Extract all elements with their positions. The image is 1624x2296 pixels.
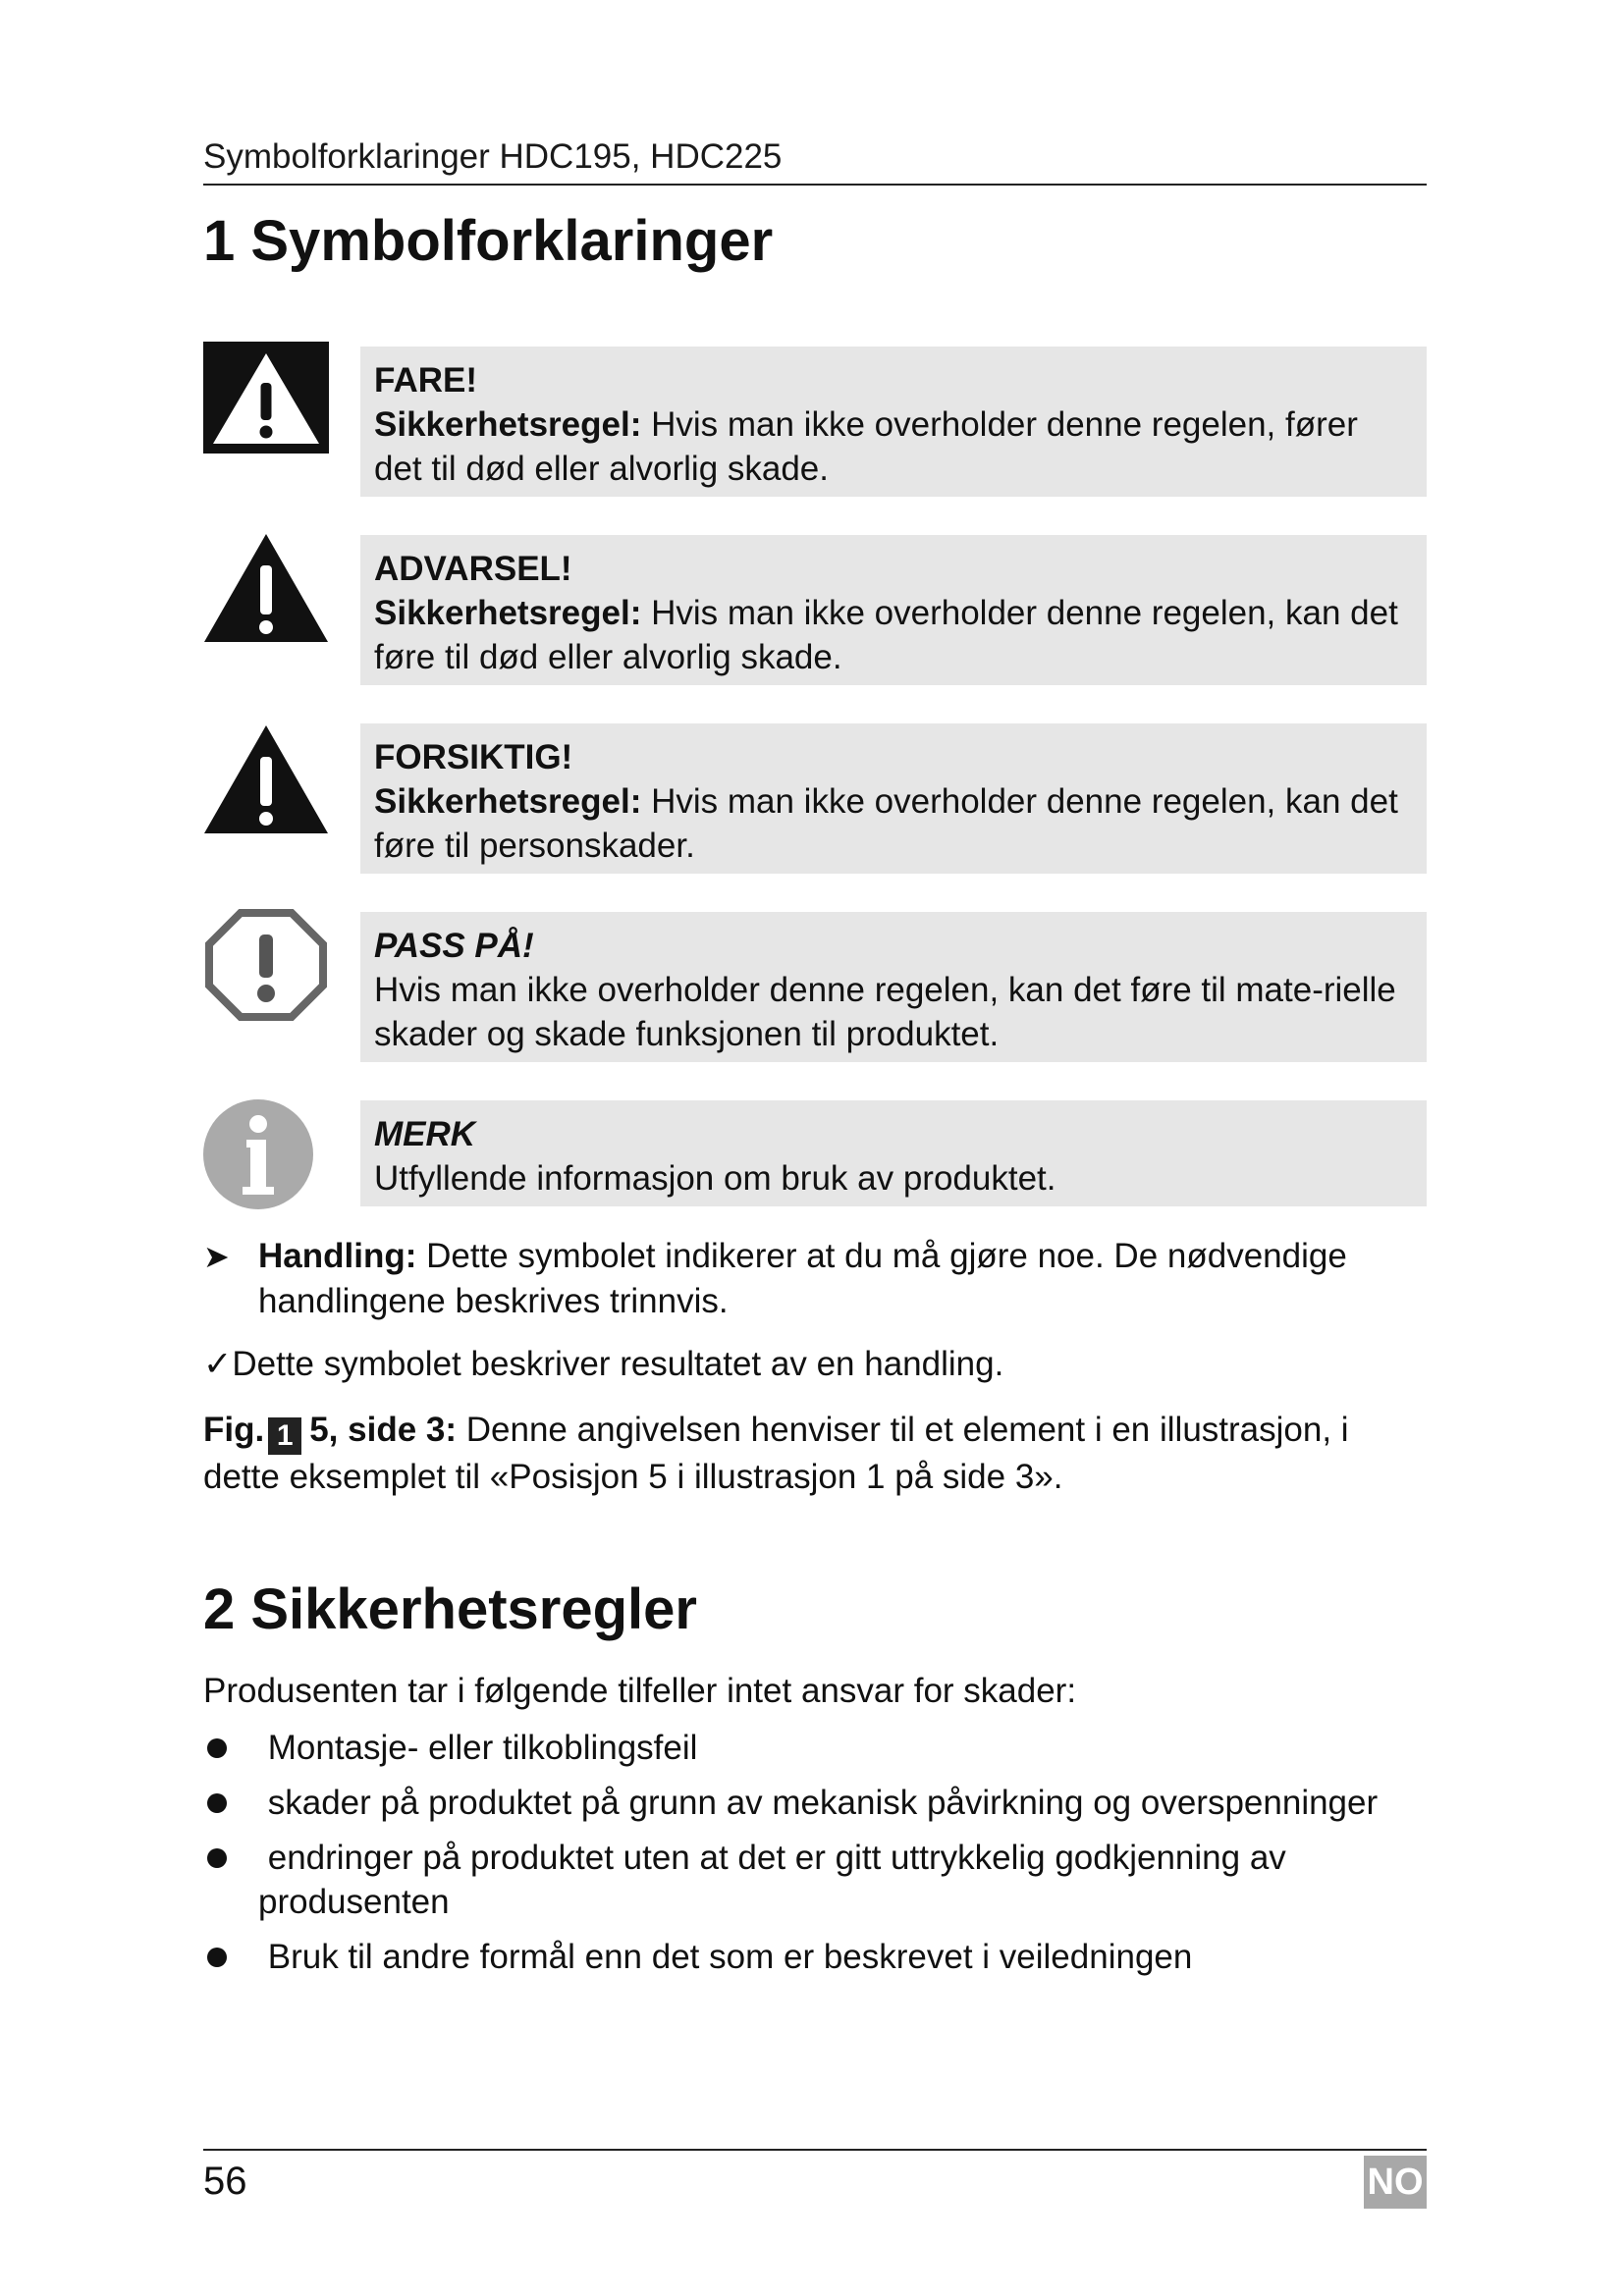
arrow-right-icon: ➤ (203, 1239, 230, 1274)
footer-divider (203, 2149, 1427, 2151)
danger-warning-icon (203, 342, 329, 457)
info-icon (203, 1096, 329, 1212)
notice-title: ADVARSEL! (374, 550, 572, 588)
notice-octagon-icon (203, 907, 329, 1023)
page-number: 56 (203, 2160, 247, 2203)
list-item: Montasje- eller tilkoblingsfeil (203, 1726, 1480, 1770)
notice-title: PASS PÅ! (374, 927, 534, 965)
header-divider (203, 184, 1427, 186)
notice-danger (360, 347, 1427, 497)
warning-triangle-icon (203, 530, 329, 646)
section-2-heading: 2 Sikkerhetsregler (203, 1577, 697, 1641)
result-paragraph (203, 1342, 1431, 1386)
liability-list (203, 1726, 1480, 1990)
section-2-intro: Produsenten tar i følgende tilfeller intet ansvar for skader: (203, 1672, 1077, 1710)
figure-number-box: 1 (268, 1417, 301, 1455)
fig-label: Fig. (203, 1411, 265, 1449)
handling-lead: Handling: (258, 1237, 417, 1275)
caution-triangle-icon (203, 721, 329, 837)
notice-note (360, 1100, 1427, 1206)
notice-lead: Sikkerhetsregel: (374, 782, 642, 821)
check-icon: ✓ (203, 1345, 233, 1383)
result-text: Dette symbolet beskriver resultatet av en handling. (232, 1345, 1004, 1383)
language-badge: NO (1364, 2156, 1427, 2209)
bullet-icon (207, 1738, 227, 1758)
notice-text: Utfyllende informasjon om bruk av produktet. (374, 1159, 1056, 1198)
notice-text: Hvis man ikke overholder denne regelen, kan det føre til død eller alvorlig skade. (374, 594, 1398, 676)
bullet-icon (207, 1848, 227, 1868)
notice-text: Hvis man ikke overholder denne regelen, fører det til død eller alvorlig skade. (374, 405, 1358, 488)
figure-reference-paragraph (203, 1408, 1431, 1499)
fig-position: 5, side 3: (309, 1411, 458, 1449)
handling-text: Dette symbolet indikerer at du må gjøre noe. De nødvendige handlingene beskrives trinnvis. (258, 1237, 1347, 1320)
notice-text: Hvis man ikke overholder denne regelen, kan det føre til personskader. (374, 782, 1398, 865)
notice-title: FARE! (374, 361, 477, 400)
running-header: Symbolforklaringer HDC195, HDC225 (203, 137, 783, 176)
notice-attention (360, 912, 1427, 1062)
notice-warning (360, 535, 1427, 685)
bullet-icon (207, 1948, 227, 1967)
notice-title: FORSIKTIG! (374, 738, 573, 776)
notice-caution (360, 723, 1427, 874)
list-item: skader på produktet på grunn av mekanisk påvirkning og overspenninger (203, 1781, 1480, 1825)
list-item: endringer på produktet uten at det er gitt uttrykkelig godkjenning av produsenten (203, 1836, 1486, 1924)
fig-text: Denne angivelsen henviser til et element i en illustrasjon, i dette eksemplet til «Posisjon 5 i illustrasjon 1 på side 3». (203, 1411, 1349, 1496)
list-item: Bruk til andre formål enn det som er beskrevet i veiledningen (203, 1935, 1480, 1979)
notice-lead: Sikkerhetsregel: (374, 594, 642, 632)
notice-lead: Sikkerhetsregel: (374, 405, 642, 444)
notice-text: Hvis man ikke overholder denne regelen, kan det føre til mate-rielle skader og skade funksjonen til produktet. (374, 971, 1396, 1053)
bullet-icon (207, 1793, 227, 1813)
handling-paragraph (203, 1234, 1486, 1323)
notice-title: MERK (374, 1115, 476, 1153)
section-1-heading: 1 Symbolforklaringer (203, 209, 774, 273)
